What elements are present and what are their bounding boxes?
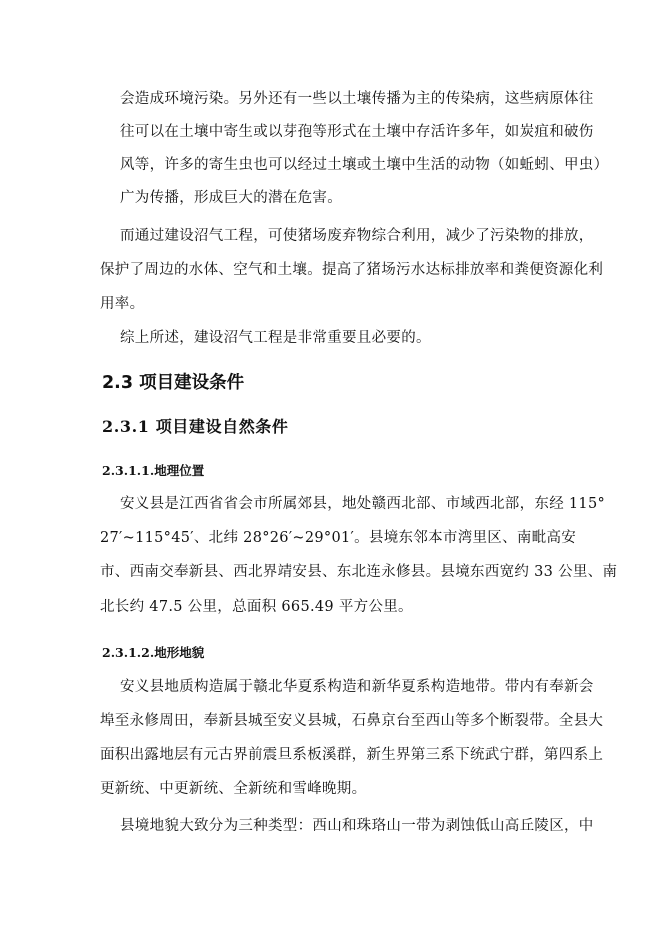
terrain-line-3: 面积出露地层有元古界前震旦系板溪群，新生界第三系下统武宁群，第四系上 (100, 747, 604, 763)
geo-location-line-2: 27′~115°45′、北纬 28°26′~29°01′。县境东邻本市湾里区、南毗高安 (100, 530, 577, 546)
paragraph-1-line-4: 广为传播，形成巨大的潜在危害。 (120, 190, 342, 206)
paragraph-2-line-2: 保护了周边的水体、空气和土壤。提高了猪场污水达标排放率和粪便资源化利 (100, 262, 604, 278)
terrain-line-2: 埠至永修周田，奉新县城至安义县城，石鼻京台至西山等多个断裂带。全县大 (100, 713, 604, 729)
geo-location-line-3: 市、西南交奉新县、西北界靖安县、东北连永修县。县境东西宽约 33 公里、南 (100, 564, 618, 580)
section-2-3-1-2-heading: 2.3.1.2.地形地貌 (102, 645, 205, 660)
paragraph-1-line-3: 风等，许多的寄生虫也可以经过土壤或土壤中生活的动物（如蚯蚓、甲虫） (120, 157, 609, 173)
terrain-line-4: 更新统、中更新统、全新统和雪峰晚期。 (100, 781, 367, 797)
geo-location-line-1: 安义县是江西省省会市所属郊县，地处赣西北部、市域西北部，东经 115° (120, 496, 606, 512)
section-2-3-heading: 2.3 项目建设条件 (102, 373, 245, 393)
paragraph-3-line-1: 综上所述，建设沼气工程是非常重要且必要的。 (120, 330, 431, 346)
geo-location-line-4: 北长约 47.5 公里，总面积 665.49 平方公里。 (100, 599, 413, 615)
paragraph-2-line-3: 用率。 (100, 296, 145, 312)
paragraph-1-line-1: 会造成环境污染。另外还有一些以土壤传播为主的传染病，这些病原体往 (120, 91, 594, 107)
terrain-line-1: 安义县地质构造属于赣北华夏系构造和新华夏系构造地带。带内有奉新会 (120, 679, 594, 695)
section-2-3-1-heading: 2.3.1 项目建设自然条件 (102, 417, 289, 436)
paragraph-2-line-1: 而通过建设沼气工程，可使猪场废弃物综合利用，减少了污染物的排放， (120, 228, 594, 244)
section-2-3-1-1-heading: 2.3.1.1.地理位置 (102, 463, 205, 478)
paragraph-4-line-1: 县境地貌大致分为三种类型：西山和珠珞山一带为剥蚀低山高丘陵区，中 (120, 818, 594, 834)
paragraph-1-line-2: 往可以在土壤中寄生或以芽孢等形式在土壤中存活许多年，如炭疽和破伤 (120, 124, 594, 140)
